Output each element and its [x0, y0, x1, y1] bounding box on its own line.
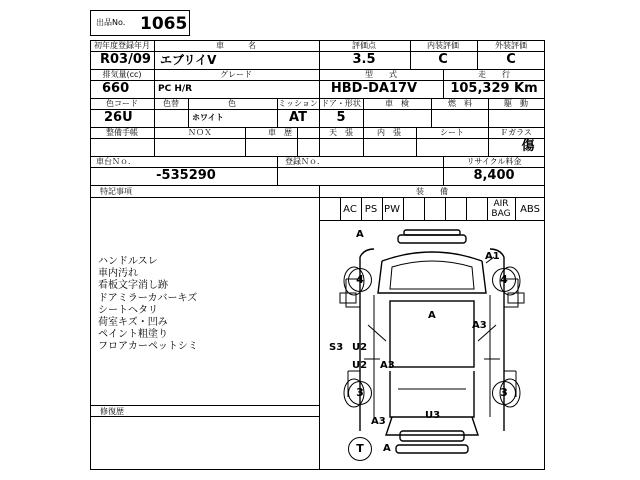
row-line [90, 197, 545, 198]
color-value: ホワイト [192, 113, 224, 122]
manual-label: 整備手帳 [106, 128, 138, 137]
col-line [410, 40, 411, 69]
col-line [431, 98, 432, 127]
interior-label: 内装評価 [427, 41, 459, 50]
row-line [90, 138, 545, 139]
seat-label: シート [440, 128, 464, 137]
row-line [90, 185, 545, 186]
col-line [297, 127, 298, 156]
color-code-label: 色コード [106, 99, 138, 108]
exterior-value: C [506, 52, 516, 67]
equip-abs: ABS [520, 204, 540, 215]
row-line [90, 405, 319, 406]
remark-line: 看板文字消し跡 [98, 280, 168, 292]
model-label: 型 式 [365, 70, 397, 79]
doors-label: ドア・形状 [321, 99, 361, 108]
recycle-label: リサイクル料金 [466, 157, 522, 166]
exterior-label: 外装評価 [495, 41, 527, 50]
first-reg-value: R03/09 [100, 52, 151, 67]
glass-value: 傷 [521, 139, 535, 154]
equip-ac: AC [343, 204, 357, 215]
damage-mark: U2 [352, 342, 368, 353]
col-line [477, 40, 478, 69]
equip-cell-line [445, 197, 446, 220]
remark-line: ペイント粗塗り [98, 329, 168, 341]
glass-label: Ｆガラス [500, 128, 532, 137]
damage-mark: A1 [485, 251, 500, 262]
row-line [90, 416, 319, 417]
reg-label: 登録Ｎｏ． [285, 157, 325, 166]
spare-tire: T [348, 437, 372, 461]
equip-ps: PS [364, 204, 378, 215]
tire-rear-left: 3 [348, 381, 372, 405]
remarks-label: 特記事項 [100, 187, 132, 196]
col-line [488, 127, 489, 156]
equip-cell-line [361, 197, 362, 220]
damage-mark: U2 [352, 360, 368, 371]
col-line [245, 127, 246, 156]
col-line [363, 98, 364, 127]
model-value: HBD-DA17V [330, 81, 418, 96]
col-line [319, 40, 320, 69]
col-line [443, 69, 444, 98]
equip-cell-line [382, 197, 383, 220]
damage-mark: A [383, 443, 391, 454]
color-code-value: 26U [104, 110, 133, 125]
col-line [154, 127, 155, 156]
sunroof-label: 天 張 [329, 128, 353, 137]
damage-mark: A [428, 310, 436, 321]
first-reg-label: 初年度登録年月 [94, 41, 150, 50]
mileage-value: 105,329 Km [450, 81, 538, 96]
mission-value: AT [289, 110, 307, 125]
col-line [154, 98, 155, 127]
grade-label: グレード [220, 70, 252, 79]
damage-mark: A3 [380, 360, 395, 371]
history-label: 車 歴 [268, 128, 292, 137]
row-line [90, 69, 545, 70]
damage-mark: A3 [371, 416, 386, 427]
tire-front-right: 4 [492, 268, 516, 292]
inspection-label: 車 検 [385, 99, 409, 108]
equip-cell-line [515, 197, 516, 220]
score-value: 3.5 [352, 52, 376, 67]
displacement-value: 660 [102, 81, 130, 96]
damage-mark: S3 [329, 342, 344, 353]
col-line [319, 98, 320, 127]
mileage-label: 走 行 [478, 70, 510, 79]
tire-front-left: 4 [348, 268, 372, 292]
interior-value: C [438, 52, 448, 67]
col-line [154, 69, 155, 98]
remark-line: 車内汚れ [98, 268, 138, 280]
equip-airbag: AIR BAG [491, 199, 511, 219]
damage-mark: A3 [472, 320, 487, 331]
col-line [416, 127, 417, 156]
remark-line: シートヘタリ [98, 304, 158, 316]
col-line [188, 98, 189, 127]
listing-number: 1065 [140, 14, 188, 34]
displacement-label: 排気量(cc) [102, 70, 142, 79]
col-line [319, 69, 320, 98]
col-line [319, 127, 320, 156]
remark-line: フロアカーペットシミ [98, 341, 198, 353]
fuel-label: 燃 料 [448, 99, 472, 108]
col-line [488, 98, 489, 127]
equipment-label: 装 備 [416, 187, 448, 196]
recycle-value: 8,400 [473, 168, 515, 183]
grade-value: PC H/R [158, 84, 193, 94]
equip-cell-line [340, 197, 341, 220]
col-line [363, 127, 364, 156]
remark-line: ハンドルスレ [98, 256, 158, 267]
chassis-label: 車台Ｎｏ． [96, 157, 136, 166]
interior2-label: 内 張 [377, 128, 401, 137]
equip-pw: PW [384, 204, 400, 215]
equip-cell-line [424, 197, 425, 220]
color-label: 色 [228, 99, 236, 108]
listing-number-label: 出品No. [96, 18, 126, 27]
vehicle-name: エブリイV [160, 53, 217, 67]
row-line [90, 127, 545, 128]
color-replace-label: 色替 [163, 99, 179, 108]
damage-mark: U3 [425, 410, 441, 421]
score-label: 評価点 [352, 41, 376, 50]
remark-line: 荷室キズ・凹み [98, 317, 168, 329]
doors-value: 5 [336, 110, 346, 125]
tire-rear-right: 3 [492, 381, 516, 405]
col-line [443, 156, 444, 185]
name-label: 車 名 [216, 41, 256, 50]
damage-mark: A [356, 229, 364, 240]
row-line [90, 109, 545, 110]
col-line [277, 156, 278, 185]
nox-label: ＮＯＸ [188, 128, 212, 137]
remarks-list [98, 256, 198, 354]
equip-cell-line [403, 197, 404, 220]
remark-line: ドアミラーカバーキズ [98, 292, 198, 304]
drive-label: 駆 動 [504, 99, 528, 108]
col-line [154, 40, 155, 69]
repair-label: 修復歴 [100, 407, 124, 416]
chassis-value: -535290 [156, 168, 216, 183]
equip-cell-line [466, 197, 467, 220]
mission-label: ミッション [278, 99, 318, 108]
